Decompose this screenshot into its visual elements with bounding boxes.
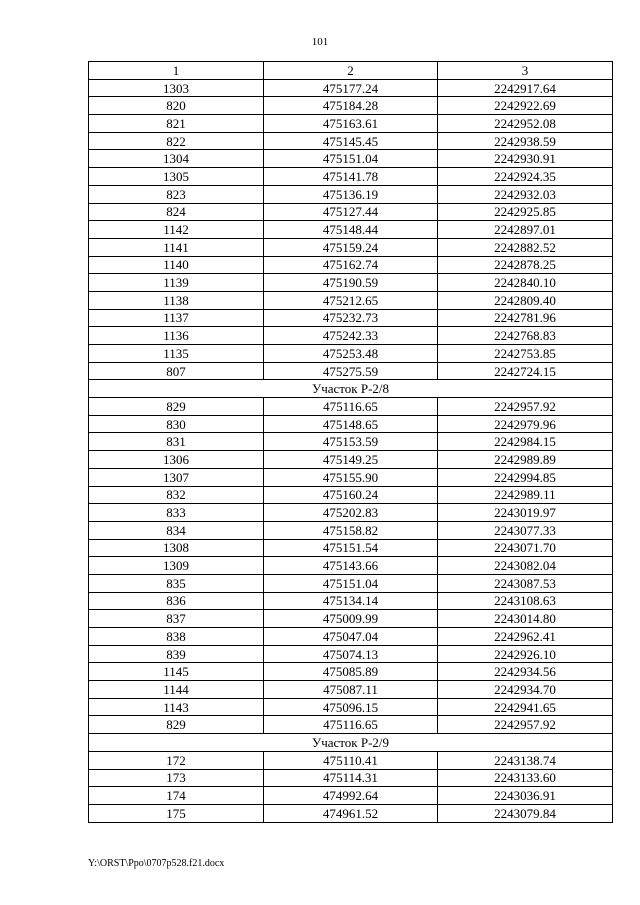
header-cell-x: 2 [264,62,438,80]
table-row [89,433,613,451]
cell-y-coordinate: 2242840.10 [438,274,613,292]
table-row [89,415,613,433]
table-row [89,645,613,663]
table-row [89,451,613,469]
cell-x-coordinate: 475190.59 [264,274,438,292]
cell-point-number: 1309 [89,557,264,575]
cell-point-number: 173 [89,769,264,787]
cell-point-number: 1137 [89,309,264,327]
cell-y-coordinate: 2243036.91 [438,787,613,805]
cell-point-number: 1308 [89,539,264,557]
table-row [89,486,613,504]
cell-point-number: 172 [89,751,264,769]
header-cell-point: 1 [89,62,264,80]
cell-point-number: 807 [89,362,264,380]
cell-y-coordinate: 2243108.63 [438,592,613,610]
cell-x-coordinate: 475149.25 [264,451,438,469]
cell-point-number: 1142 [89,221,264,239]
cell-y-coordinate: 2243082.04 [438,557,613,575]
section-label: Участок Р-2/8 [89,380,613,398]
cell-y-coordinate: 2242925.85 [438,203,613,221]
table-row [89,663,613,681]
cell-point-number: 831 [89,433,264,451]
cell-y-coordinate: 2242897.01 [438,221,613,239]
cell-x-coordinate: 475074.13 [264,645,438,663]
table-row [89,698,613,716]
cell-x-coordinate: 475145.45 [264,132,438,150]
cell-point-number: 835 [89,574,264,592]
cell-point-number: 1145 [89,663,264,681]
cell-point-number: 175 [89,804,264,822]
cell-point-number: 1140 [89,256,264,274]
table-row [89,291,613,309]
table-row [89,150,613,168]
header-cell-y: 3 [438,62,613,80]
cell-y-coordinate: 2242989.89 [438,451,613,469]
section-header-row [89,380,613,398]
cell-point-number: 837 [89,610,264,628]
cell-y-coordinate: 2243014.80 [438,610,613,628]
table-row [89,79,613,97]
cell-point-number: 830 [89,415,264,433]
table-row [89,751,613,769]
cell-x-coordinate: 475253.48 [264,345,438,363]
table-row [89,557,613,575]
table-row [89,769,613,787]
cell-y-coordinate: 2242768.83 [438,327,613,345]
cell-y-coordinate: 2242962.41 [438,628,613,646]
cell-y-coordinate: 2242753.85 [438,345,613,363]
cell-x-coordinate: 475153.59 [264,433,438,451]
cell-y-coordinate: 2242934.56 [438,663,613,681]
cell-point-number: 1143 [89,698,264,716]
cell-y-coordinate: 2243138.74 [438,751,613,769]
table-row [89,787,613,805]
table-row [89,592,613,610]
cell-y-coordinate: 2243077.33 [438,521,613,539]
cell-point-number: 820 [89,97,264,115]
cell-x-coordinate: 475212.65 [264,291,438,309]
table-row [89,132,613,150]
table-row [89,309,613,327]
table-row [89,327,613,345]
cell-point-number: 832 [89,486,264,504]
cell-point-number: 1304 [89,150,264,168]
table-row [89,256,613,274]
cell-y-coordinate: 2242938.59 [438,132,613,150]
cell-x-coordinate: 475160.24 [264,486,438,504]
cell-x-coordinate: 475096.15 [264,698,438,716]
cell-x-coordinate: 475151.04 [264,150,438,168]
cell-x-coordinate: 475158.82 [264,521,438,539]
cell-y-coordinate: 2242917.64 [438,79,613,97]
cell-x-coordinate: 475009.99 [264,610,438,628]
cell-point-number: 839 [89,645,264,663]
table-row [89,115,613,133]
cell-y-coordinate: 2242922.69 [438,97,613,115]
cell-point-number: 823 [89,185,264,203]
cell-x-coordinate: 475141.78 [264,168,438,186]
cell-y-coordinate: 2242932.03 [438,185,613,203]
cell-x-coordinate: 475202.83 [264,504,438,522]
table-row [89,221,613,239]
cell-y-coordinate: 2243071.70 [438,539,613,557]
cell-point-number: 822 [89,132,264,150]
cell-point-number: 829 [89,716,264,734]
cell-y-coordinate: 2242952.08 [438,115,613,133]
table-row [89,610,613,628]
cell-point-number: 1141 [89,238,264,256]
cell-point-number: 1139 [89,274,264,292]
cell-point-number: 834 [89,521,264,539]
cell-y-coordinate: 2242926.10 [438,645,613,663]
cell-y-coordinate: 2242724.15 [438,362,613,380]
cell-x-coordinate: 475116.65 [264,716,438,734]
cell-x-coordinate: 475155.90 [264,468,438,486]
table-row [89,681,613,699]
table-row [89,716,613,734]
cell-x-coordinate: 475110.41 [264,751,438,769]
cell-y-coordinate: 2242924.35 [438,168,613,186]
cell-x-coordinate: 475242.33 [264,327,438,345]
cell-point-number: 174 [89,787,264,805]
cell-y-coordinate: 2242957.92 [438,398,613,416]
cell-y-coordinate: 2243079.84 [438,804,613,822]
section-header-row [89,734,613,752]
cell-point-number: 838 [89,628,264,646]
table-row [89,468,613,486]
cell-point-number: 1306 [89,451,264,469]
cell-x-coordinate: 475184.28 [264,97,438,115]
cell-y-coordinate: 2242984.15 [438,433,613,451]
cell-point-number: 821 [89,115,264,133]
cell-y-coordinate: 2242979.96 [438,415,613,433]
table-row [89,203,613,221]
page-number: 101 [311,36,329,48]
section-label: Участок Р-2/9 [89,734,613,752]
cell-y-coordinate: 2242994.85 [438,468,613,486]
cell-y-coordinate: 2242957.92 [438,716,613,734]
cell-point-number: 1138 [89,291,264,309]
cell-point-number: 829 [89,398,264,416]
table-row [89,398,613,416]
cell-x-coordinate: 475232.73 [264,309,438,327]
table-row [89,274,613,292]
cell-point-number: 836 [89,592,264,610]
table-row [89,362,613,380]
cell-y-coordinate: 2242930.91 [438,150,613,168]
cell-x-coordinate: 475134.14 [264,592,438,610]
cell-y-coordinate: 2242934.70 [438,681,613,699]
table-row [89,97,613,115]
coordinates-table [88,61,613,823]
cell-y-coordinate: 2242809.40 [438,291,613,309]
cell-y-coordinate: 2242878.25 [438,256,613,274]
table-body [89,62,613,823]
table-row [89,521,613,539]
cell-x-coordinate: 475163.61 [264,115,438,133]
cell-x-coordinate: 474992.64 [264,787,438,805]
cell-point-number: 1144 [89,681,264,699]
cell-y-coordinate: 2243133.60 [438,769,613,787]
cell-x-coordinate: 475136.19 [264,185,438,203]
cell-point-number: 1307 [89,468,264,486]
cell-x-coordinate: 475162.74 [264,256,438,274]
table-row [89,539,613,557]
cell-x-coordinate: 475116.65 [264,398,438,416]
table-row [89,574,613,592]
cell-point-number: 1136 [89,327,264,345]
cell-x-coordinate: 475085.89 [264,663,438,681]
table-row [89,804,613,822]
cell-point-number: 1135 [89,345,264,363]
cell-y-coordinate: 2242989.11 [438,486,613,504]
cell-x-coordinate: 475148.44 [264,221,438,239]
cell-x-coordinate: 475151.54 [264,539,438,557]
cell-point-number: 1305 [89,168,264,186]
cell-x-coordinate: 475177.24 [264,79,438,97]
cell-x-coordinate: 475275.59 [264,362,438,380]
cell-x-coordinate: 475148.65 [264,415,438,433]
cell-y-coordinate: 2243087.53 [438,574,613,592]
table-row [89,345,613,363]
cell-x-coordinate: 474961.52 [264,804,438,822]
table-row [89,504,613,522]
table-row [89,185,613,203]
cell-x-coordinate: 475151.04 [264,574,438,592]
cell-point-number: 833 [89,504,264,522]
table-row [89,168,613,186]
cell-y-coordinate: 2242882.52 [438,238,613,256]
cell-x-coordinate: 475127.44 [264,203,438,221]
table-row [89,238,613,256]
cell-x-coordinate: 475047.04 [264,628,438,646]
table-row [89,628,613,646]
cell-point-number: 1303 [89,79,264,97]
cell-point-number: 824 [89,203,264,221]
cell-y-coordinate: 2243019.97 [438,504,613,522]
cell-x-coordinate: 475143.66 [264,557,438,575]
cell-x-coordinate: 475159.24 [264,238,438,256]
cell-y-coordinate: 2242781.96 [438,309,613,327]
cell-y-coordinate: 2242941.65 [438,698,613,716]
cell-x-coordinate: 475087.11 [264,681,438,699]
file-path-footer: Y:\ORST\Ppo\0707p528.f21.docx [88,858,225,869]
table-header-row [89,62,613,80]
cell-x-coordinate: 475114.31 [264,769,438,787]
